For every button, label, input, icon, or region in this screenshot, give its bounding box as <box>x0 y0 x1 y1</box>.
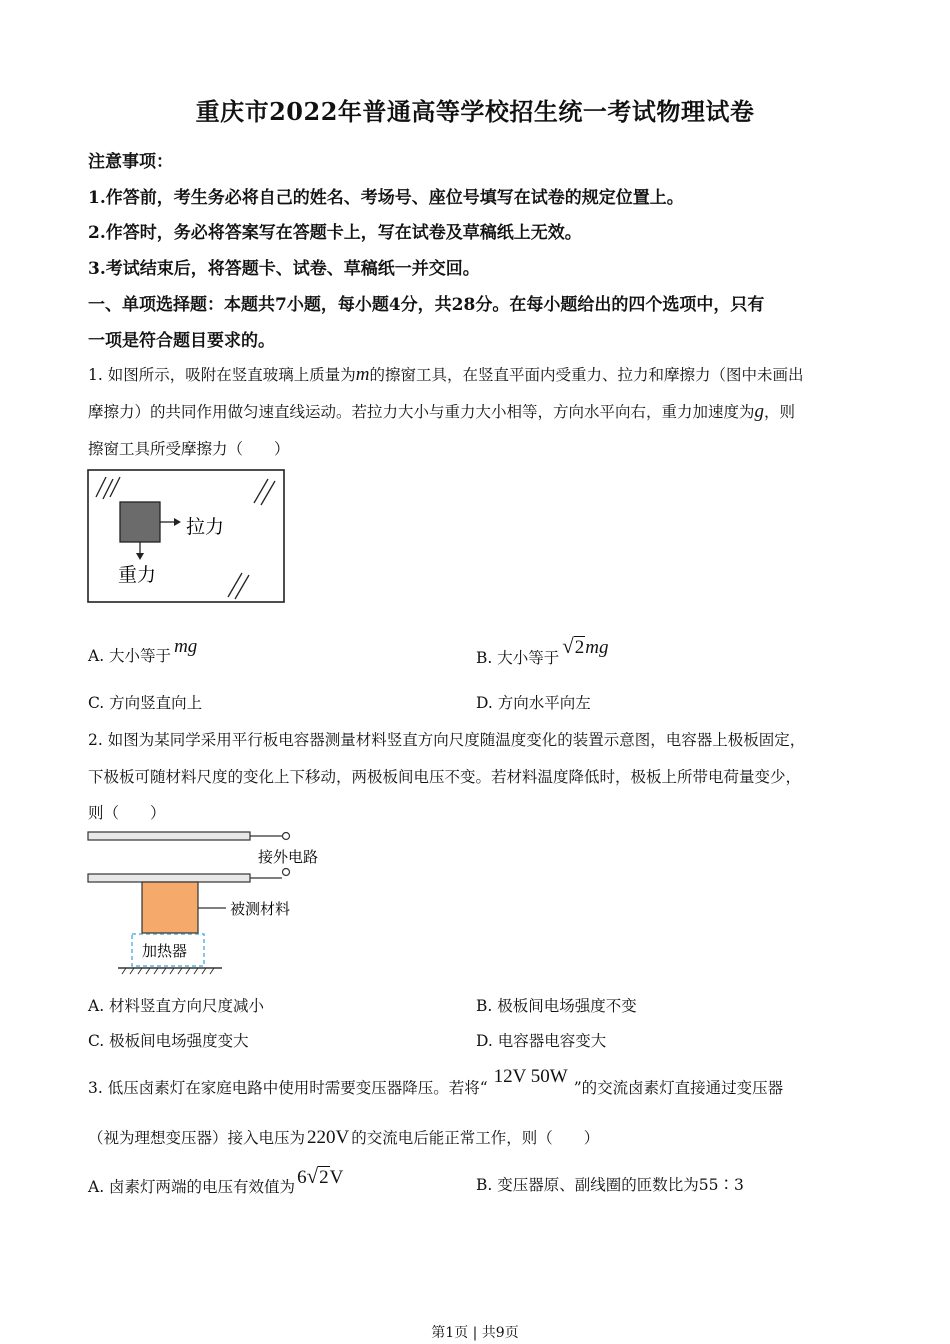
q1-line: 1. 如图所示，吸附在竖直玻璃上质量为m的擦窗工具，在竖直平面内受重力、拉力和摩擦力（图中未画出 <box>88 364 804 385</box>
q1-line: 擦窗工具所受摩擦力（ ） <box>88 440 290 458</box>
var-g: g <box>754 401 765 422</box>
pull-arrow <box>174 518 181 526</box>
heater-label: 加热器 <box>142 942 188 960</box>
gravity-arrow <box>136 553 144 560</box>
lower-plate <box>88 874 250 882</box>
page-title: 重庆市2022年普通高等学校招生统一考试物理试卷 <box>195 97 755 126</box>
q2-option-a[interactable]: A. 材料竖直方向尺度减小 <box>88 997 265 1015</box>
q1-option-d[interactable]: D. 方向水平向左 <box>476 694 591 712</box>
var-m: m <box>355 364 370 385</box>
q1-option-a[interactable]: A. 大小等于 mg <box>88 636 198 665</box>
circuit-label: 接外电路 <box>258 848 319 866</box>
page-footer: 第1页 | 共9页 <box>431 1325 519 1341</box>
q2-line: 2. 如图为某同学采用平行板电容器测量材料竖直方向尺度随温度变化的装置示意图，电容器上极板固定， <box>88 731 806 749</box>
pull-label: 拉力 <box>186 516 225 538</box>
q3-line: （视为理想变压器）接入电压为 220V 的交流电后能正常工作，则（ ） <box>88 1127 600 1148</box>
gravity-label: 重力 <box>118 564 157 586</box>
q1-option-c[interactable]: C. 方向竖直向上 <box>88 694 203 712</box>
notice-item: 2.作答时，务必将答案写在答题卡上，写在试卷及草稿纸上无效。 <box>88 223 582 243</box>
sqrt-expression: √2mg <box>562 634 609 658</box>
q3-option-b[interactable]: B. 变压器原、副线圈的匝数比为55∶3 <box>476 1176 744 1194</box>
section-heading-cont: 一项是符合题目要求的。 <box>88 331 275 351</box>
lamp-spec: 12V 50W <box>493 1066 568 1087</box>
notice-heading: 注意事项： <box>88 152 173 172</box>
q1-line: 摩擦力）的共同作用做匀速直线运动。若拉力大小与重力大小相等，方向水平向右，重力加速度为g，则 <box>88 401 796 422</box>
q2-option-d[interactable]: D. 电容器电容变大 <box>476 1032 607 1050</box>
supply-voltage: 220V <box>307 1127 350 1148</box>
notice-item: 1.作答前，考生务必将自己的姓名、考场号、座位号填写在试卷的规定位置上。 <box>88 188 684 208</box>
q2-figure <box>86 826 346 976</box>
q3-option-a[interactable]: A. 卤素灯两端的电压有效值为 6√2V <box>88 1164 344 1196</box>
q2-line: 下极板可随材料尺度的变化上下移动，两极板间电压不变。若材料温度降低时，极板上所带电荷量变少， <box>88 768 802 786</box>
q1-option-b[interactable]: B. 大小等于 √2mg <box>476 634 609 667</box>
q1-figure <box>86 467 288 607</box>
upper-plate <box>88 832 250 840</box>
section-heading: 一、单项选择题：本题共7小题，每小题4分，共28分。在每小题给出的四个选项中，只有 <box>88 295 765 315</box>
q2-option-c[interactable]: C. 极板间电场强度变大 <box>88 1032 249 1050</box>
material-label: 被测材料 <box>230 900 291 918</box>
q3-line: 3. 低压卤素灯在家庭电路中使用时需要变压器降压。若将“12V 50W”的交流卤素灯直接通过变压器 <box>88 1066 784 1097</box>
material-block <box>142 882 198 933</box>
cleaning-tool-box <box>120 502 160 542</box>
notice-item: 3.考试结束后，将答题卡、试卷、草稿纸一并交回。 <box>88 259 480 279</box>
terminal-icon <box>283 869 290 876</box>
sqrt-expression: 6√2V <box>297 1164 344 1188</box>
q2-line: 则（ ） <box>88 804 166 822</box>
ground-hatch <box>122 968 214 974</box>
q2-option-b[interactable]: B. 极板间电场强度不变 <box>476 997 637 1015</box>
terminal-icon <box>283 833 290 840</box>
